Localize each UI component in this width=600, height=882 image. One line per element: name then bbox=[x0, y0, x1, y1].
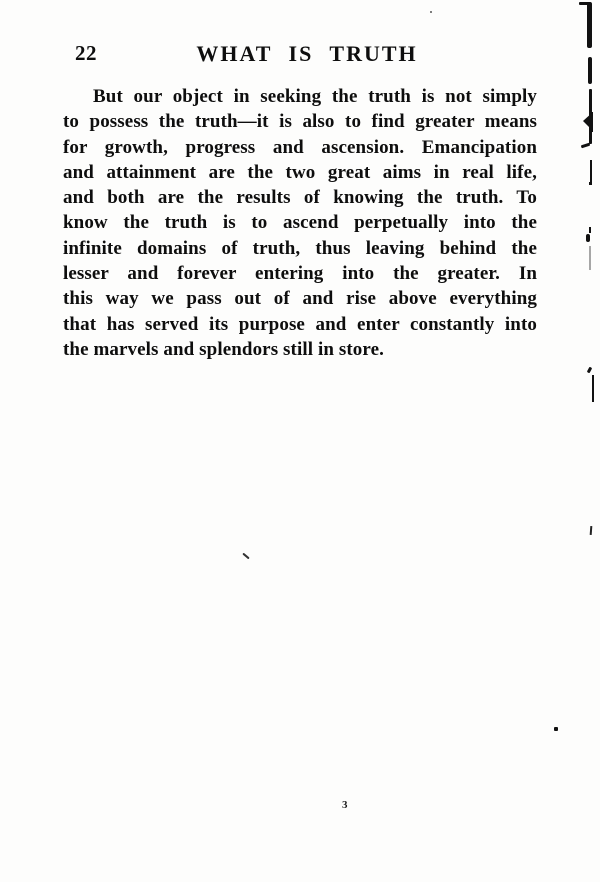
running-title: WHAT IS TRUTH bbox=[196, 41, 418, 66]
page-header bbox=[0, 41, 600, 67]
text-line: this way we pass out of and rise above everything bbox=[63, 288, 537, 310]
text-line: and both are the results of knowing the truth. To bbox=[63, 187, 537, 209]
scan-artifact-wedge-spine bbox=[589, 112, 593, 132]
text-line: know the truth is to ascend perpetually into the bbox=[63, 212, 537, 234]
scan-artifact-tail bbox=[589, 130, 592, 144]
text-line: the marvels and splendors still in store. bbox=[63, 338, 384, 360]
scan-artifact-thin-dot bbox=[589, 182, 592, 185]
scan-artifact-blob bbox=[586, 234, 590, 242]
scan-artifact-bar-3 bbox=[589, 89, 592, 114]
scan-artifact-tick bbox=[587, 367, 592, 374]
text-line: But our object in seeking the truth is not simply bbox=[93, 86, 537, 107]
page-number: 22 bbox=[75, 41, 97, 65]
scan-artifact-j-mark bbox=[590, 526, 593, 535]
scan-artifact-flick bbox=[581, 143, 590, 149]
text-line: infinite domains of truth, thus leaving behind the bbox=[63, 237, 537, 259]
printer-signature-mark: 3 bbox=[342, 799, 348, 811]
scan-artifact-line-lower bbox=[592, 375, 594, 402]
text-line: for growth, progress and ascension. Emancipation bbox=[63, 136, 537, 158]
text-line: lesser and forever entering into the greater. In bbox=[63, 263, 537, 285]
scan-artifact-thin-line bbox=[590, 160, 592, 184]
scan-artifact-bar-2 bbox=[588, 57, 592, 84]
scan-artifact-smudge-mid bbox=[242, 553, 249, 560]
scan-artifact-faint-line bbox=[589, 246, 591, 270]
scan-artifact-dot-top bbox=[430, 11, 432, 13]
scan-artifact-bar-main bbox=[587, 2, 592, 48]
scan-artifact-dash bbox=[589, 227, 591, 233]
scan-artifact-dot-right bbox=[554, 727, 558, 731]
body-paragraph bbox=[63, 84, 537, 362]
text-line: that has served its purpose and enter constantly into bbox=[63, 313, 537, 335]
text-line: and attainment are the two great aims in real life, bbox=[63, 161, 537, 183]
text-line: to possess the truth—it is also to find greater means bbox=[63, 111, 537, 133]
